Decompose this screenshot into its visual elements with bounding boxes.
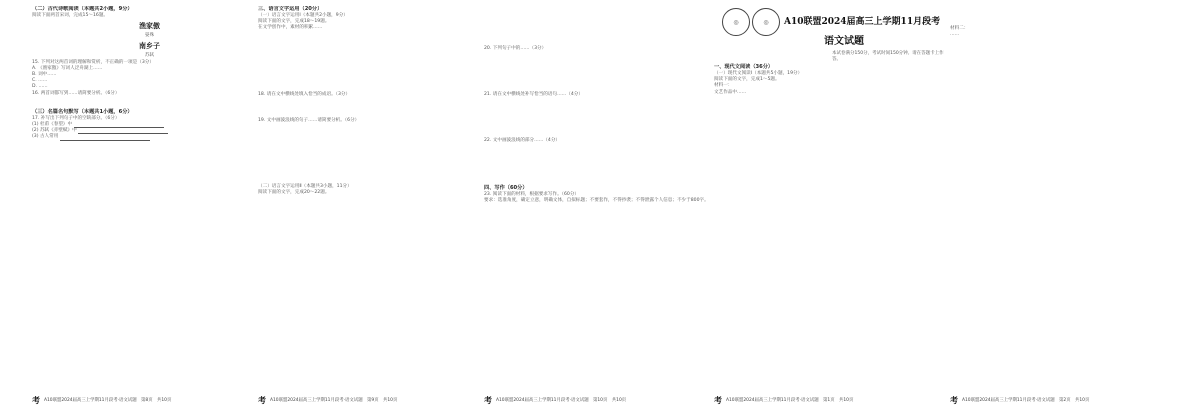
footer-text: A10联盟2024届高三上学期11月段考·语文试题 第9页 共10页 [270, 398, 398, 403]
question-text: 15. 下列对这两首词的理解和赏析，不正确的一项是（3分） A. 《渔家傲》写词人泛舟湖上…… B. 词中…… C. …… D. …… 16. 两首词都写到……请简要分析。（6分） [32, 59, 154, 96]
brand-logo-icon: 考 [950, 394, 958, 405]
exam-page-8 [32, 6, 267, 406]
brand-logo-icon: 考 [32, 394, 40, 405]
answer-blank [60, 135, 150, 141]
question-text: 19. 文中画波浪线的句子……请简要分析。（6分） [258, 117, 360, 123]
exam-page-9 [258, 6, 493, 406]
passage-text: 文艺作品中…… [714, 89, 747, 95]
school-seal-icon: ◎ [722, 8, 750, 36]
page-footer [258, 394, 493, 406]
section-intro: 阅读下面的文字，完成18～19题。 [258, 19, 330, 25]
section-heading: 四、写作（60分） [484, 184, 528, 191]
footer-text: A10联盟2024届高三上学期11月段考·语文试题 第2页 共10页 [962, 398, 1090, 403]
exam-cover-page [714, 6, 949, 406]
question-text: (1) 杜甫《春望》中 [32, 122, 73, 128]
section-heading: 一、现代文阅读（36分） [714, 64, 774, 70]
exam-subject-title: 语文试题 [824, 36, 864, 47]
passage-text: …… [950, 32, 960, 38]
brand-logo-icon: 考 [484, 394, 492, 405]
page-footer [950, 394, 1185, 406]
brand-logo-icon: 考 [258, 394, 266, 405]
section-heading: （二）古代诗歌阅读（本题共2小题，9分） [32, 6, 133, 12]
question-text: (2) 苏轼《赤壁赋》中 [32, 128, 77, 134]
page-footer [32, 394, 267, 406]
exam-note: 本试卷满分150分，考试时间150分钟。请在答题卡上作答。 [832, 51, 944, 62]
exam-page-10 [484, 6, 719, 406]
exam-brand-title: A10联盟2024届高三上学期11月段考 [784, 17, 941, 27]
sub-heading: （一）语言文字运用Ⅰ（本题共2小题，9分） [258, 13, 348, 18]
poem-author: 苏轼 [144, 53, 155, 59]
poem-author: 晏殊 [144, 33, 155, 39]
material-label: 材料二： [950, 26, 969, 31]
section-heading: （三）名篇名句默写（本题共1小题，6分） [32, 108, 133, 115]
section-heading: 三、语言文字运用（20分） [258, 6, 323, 12]
footer-text: A10联盟2024届高三上学期11月段考·语文试题 第10页 共10页 [496, 398, 627, 403]
question-text: 20. 下列句子中的……（3分） [484, 46, 547, 51]
question-text: 22. 文中画波浪线的部分……（4分） [484, 138, 561, 144]
material-label: 材料一： [714, 83, 733, 89]
question-text: 18. 请在文中横线处填入恰当的成语。（3分） [258, 91, 351, 97]
sub-heading: （一）现代文阅读Ⅰ（本题共5小题，19分） [714, 71, 803, 76]
sub-heading: （二）语言文字运用Ⅱ（本题共3小题，11分） [258, 184, 352, 190]
footer-text: A10联盟2024届高三上学期11月段考·语文试题 第8页 共10页 [44, 398, 172, 403]
question-text: 17. 补写出下列句子中的空缺部分。（6分） [32, 115, 120, 121]
page-footer [714, 394, 949, 406]
question-text: 21. 请在文中横线处补写恰当的语句……（4分） [484, 92, 583, 98]
school-seal-icon: ◎ [752, 8, 780, 36]
exam-page-2 [950, 6, 1185, 406]
passage-text: 在文学创作中，素材的积累…… [258, 25, 323, 31]
section-intro: 阅读下面两首宋词，完成15～16题。 [32, 13, 109, 18]
page-footer [484, 394, 719, 406]
question-text: (3) 古人常用 [32, 134, 59, 140]
poem-title: 渔家傲 [139, 22, 160, 31]
question-text: 23. 阅读下面的材料，根据要求写作。（60分） [484, 191, 580, 197]
poem-title: 南乡子 [139, 42, 160, 51]
section-intro: 阅读下面的文字，完成20～22题。 [258, 190, 330, 196]
section-intro: 阅读下面的文字，完成1～5题。 [714, 77, 780, 83]
requirements-text: 要求：选准角度，确定立意，明确文体，自拟标题；不要套作，不得抄袭；不得泄露个人信息；不少于800字。 [484, 197, 709, 203]
brand-logo-icon: 考 [714, 394, 722, 405]
footer-text: A10联盟2024届高三上学期11月段考·语文试题 第1页 共10页 [726, 398, 854, 403]
